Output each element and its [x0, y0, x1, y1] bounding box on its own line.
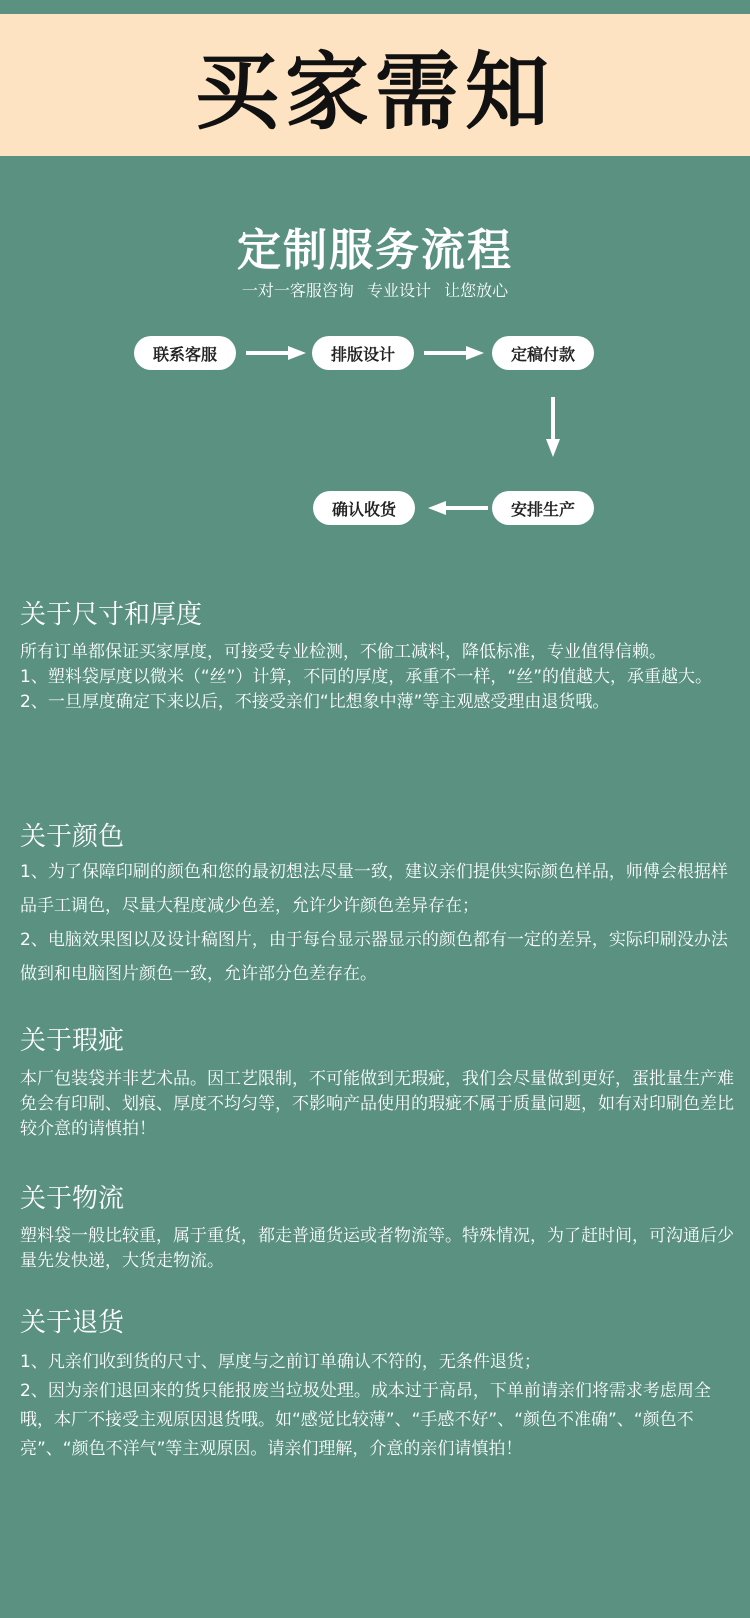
text-block: 2、因为亲们退回来的货只能报废当垃圾处理。成本过于高昂，下单前请亲们将需求考虑周全哦，本厂不接受主观原因退货哦。如“感觉比较薄”、“手感不好”、“颜色不准确”、“颜色不亮”、“颜色不洋气”等主观原因。请亲们理解，介意的亲们请慎拍！	[20, 1381, 711, 1459]
step-confirm-payment: 定稿付款	[492, 336, 594, 370]
arrow-left-icon	[428, 500, 488, 516]
step-layout-design: 排版设计	[312, 336, 414, 370]
arrow-right-icon	[246, 345, 306, 361]
text-block: 2、电脑效果图以及设计稿图片，由于每台显示器显示的颜色都有一定的差异，实际印刷没办法做到和电脑图片颜色一致，允许部分色差存在。	[20, 930, 728, 984]
heading-returns: 关于退货	[20, 1308, 125, 1338]
paragraph-logistics	[20, 1224, 735, 1274]
arrow-down-icon	[545, 397, 561, 457]
heading-size-thickness: 关于尺寸和厚度	[20, 600, 203, 630]
text-block: 所有订单都保证买家厚度，可接受专业检测，不偷工减料，降低标准，专业值得信赖。	[20, 642, 666, 662]
text-block: 1、凡亲们收到货的尺寸、厚度与之前订单确认不符的，无条件退货；	[20, 1352, 541, 1372]
step-contact-service: 联系客服	[134, 336, 236, 370]
step-confirm-receipt: 确认收货	[313, 491, 415, 525]
paragraph-returns	[20, 1348, 735, 1464]
paragraph-size-thickness	[20, 640, 735, 715]
top-strip	[0, 0, 750, 14]
heading-color: 关于颜色	[20, 822, 125, 852]
paragraph-defects	[20, 1067, 735, 1142]
process-title: 定制服务流程	[237, 225, 513, 276]
step-arrange-production: 安排生产	[492, 491, 594, 525]
text-block: 本厂包装袋并非艺术品。因工艺限制，不可能做到无瑕疵，我们会尽量做到更好，蛋批量生产难免会有印刷、划痕、厚度不均匀等，不影响产品使用的瑕疵不属于质量问题，如有对印刷色差比较介意的请慎拍！	[20, 1069, 734, 1139]
process-subtitle: 一对一客服咨询 专业设计 让您放心	[241, 281, 509, 300]
text-block: 塑料袋一般比较重，属于重货，都走普通货运或者物流等。特殊情况，为了赶时间，可沟通后少量先发快递，大货走物流。	[20, 1226, 734, 1271]
text-block: 1、塑料袋厚度以微米（“丝”）计算，不同的厚度，承重不一样，“丝”的值越大，承重越大。	[20, 667, 713, 687]
heading-defects: 关于瑕疵	[20, 1026, 125, 1056]
arrow-right-icon	[424, 345, 484, 361]
text-block: 2、一旦厚度确定下来以后，不接受亲们“比想象中薄”等主观感受理由退货哦。	[20, 692, 610, 712]
banner-title: 买家需知	[194, 42, 555, 141]
heading-logistics: 关于物流	[20, 1184, 125, 1214]
banner	[0, 14, 750, 156]
text-block: 1、为了保障印刷的颜色和您的最初想法尽量一致，建议亲们提供实际颜色样品，师傅会根据样品手工调色，尽量大程度减少色差，允许少许颜色差异存在；	[20, 862, 728, 916]
paragraph-color	[20, 855, 735, 991]
